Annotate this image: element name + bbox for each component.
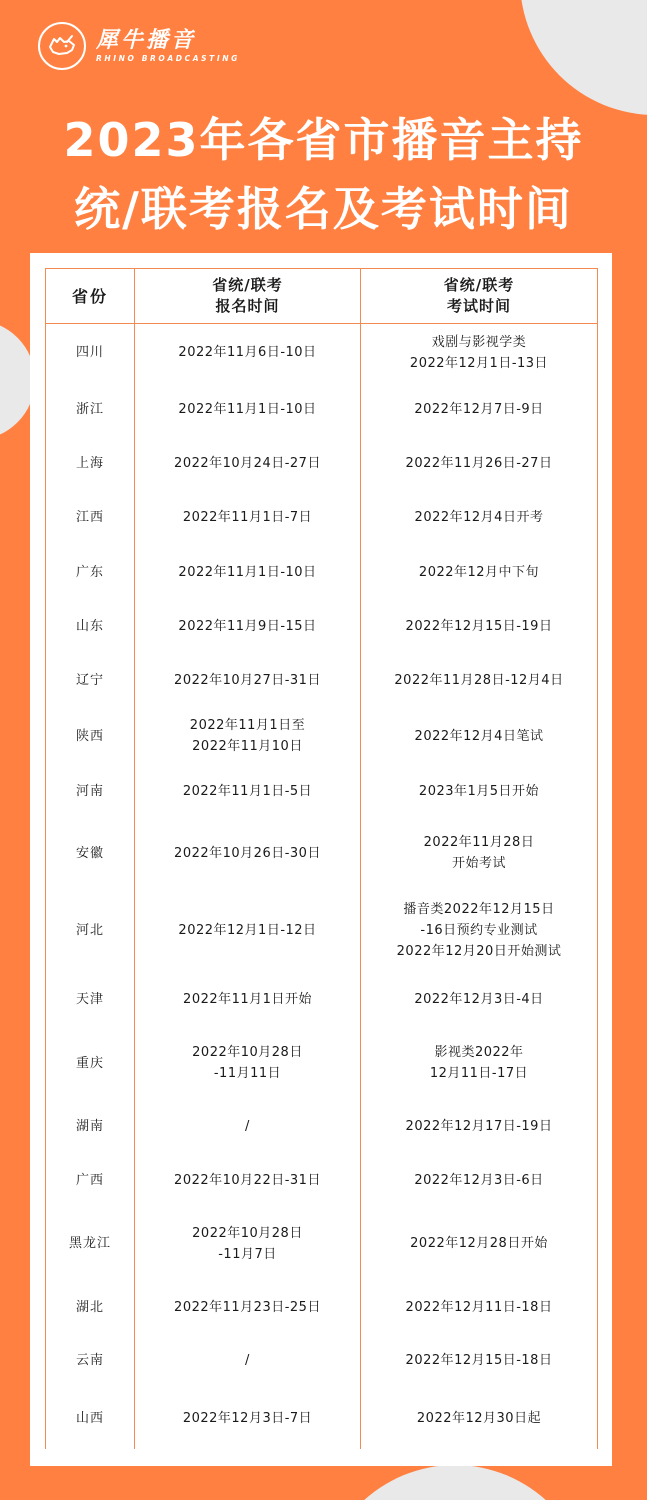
table-row: [46, 1027, 598, 1101]
table-row: [46, 1387, 598, 1449]
cell-registration: [135, 1387, 361, 1449]
cell-registration-line: 2022年11月1日-10日: [178, 564, 317, 580]
table-row: [46, 324, 598, 382]
cell-province: 陕西: [46, 708, 135, 765]
cell-exam: [361, 436, 598, 490]
cell-registration: [135, 1334, 361, 1387]
cell-exam: [361, 599, 598, 653]
cell-exam: [361, 382, 598, 436]
page-title-line-1: 2023年各省市播音主持: [63, 113, 584, 167]
cell-registration: [135, 653, 361, 707]
cell-province: 湖南: [46, 1100, 135, 1153]
decor-circle-bottom: [320, 1465, 590, 1500]
cell-registration: [135, 888, 361, 972]
cell-exam-line: 2022年12月4日笔试: [414, 728, 544, 744]
cell-registration: [135, 599, 361, 653]
header-exam: [361, 269, 598, 324]
cell-exam-line: 2022年12月30日起: [416, 1410, 542, 1426]
cell-exam: [361, 708, 598, 765]
cell-exam: [361, 324, 598, 382]
cell-exam-line: 2022年12月中下旬: [418, 564, 540, 580]
cell-exam: [361, 1207, 598, 1281]
cell-province: 浙江: [46, 382, 135, 436]
cell-exam-line: 2022年12月15日-19日: [405, 618, 553, 634]
cell-registration-line: 2022年11月10日: [192, 739, 303, 755]
cell-registration-line: /: [245, 1353, 250, 1369]
table-row: [46, 653, 598, 707]
table-row: [46, 436, 598, 490]
cell-province: 四川: [46, 324, 135, 382]
brand-name: 犀牛播音: [96, 28, 197, 53]
cell-exam-line: 2022年11月28日: [423, 835, 535, 851]
cell-registration-line: 2022年10月24日-27日: [174, 455, 321, 471]
header-province: [46, 269, 135, 324]
cell-registration: [135, 382, 361, 436]
header-registration-line-1: 省统/联考: [212, 276, 283, 294]
table-row: [46, 888, 598, 972]
cell-registration: [135, 545, 361, 599]
cell-exam-line: 2022年12月4日开考: [414, 510, 544, 526]
cell-registration: [135, 972, 361, 1026]
cell-exam-line: 2022年12月20日开始测试: [396, 943, 562, 959]
cell-registration-line: -11月7日: [218, 1246, 277, 1262]
cell-exam: [361, 1154, 598, 1207]
cell-exam-line: 播音类2022年12月15日: [403, 901, 555, 917]
table-row: [46, 765, 598, 818]
cell-province: 黑龙江: [46, 1207, 135, 1281]
cell-registration: [135, 324, 361, 382]
rhino-icon-shape: [47, 33, 77, 59]
cell-exam: [361, 1100, 598, 1153]
cell-province: 重庆: [46, 1027, 135, 1101]
cell-registration-line: 2022年10月28日: [192, 1225, 303, 1241]
cell-province: 辽宁: [46, 653, 135, 707]
cell-registration-line: 2022年10月27日-31日: [174, 673, 321, 689]
cell-exam-line: 2023年1月5日开始: [418, 784, 540, 800]
cell-exam-line: 2022年12月7日-9日: [414, 401, 544, 417]
cell-registration: [135, 708, 361, 765]
cell-exam-line: 12月11日-17日: [429, 1066, 529, 1082]
cell-province: 安徽: [46, 818, 135, 888]
cell-province: 江西: [46, 491, 135, 545]
cell-exam: [361, 653, 598, 707]
cell-province: 山西: [46, 1387, 135, 1449]
table-row: [46, 545, 598, 599]
table-row: [46, 1100, 598, 1153]
cell-exam: [361, 972, 598, 1026]
cell-registration-line: -11月11日: [213, 1066, 282, 1082]
table-header-row: [46, 269, 598, 324]
table-row: [46, 1154, 598, 1207]
cell-exam: [361, 765, 598, 818]
cell-province: 湖北: [46, 1281, 135, 1334]
cell-registration-line: 2022年11月23日-25日: [174, 1299, 321, 1315]
cell-registration: [135, 1100, 361, 1153]
cell-registration: [135, 436, 361, 490]
table-row: [46, 818, 598, 888]
cell-registration-line: 2022年10月28日: [192, 1045, 303, 1061]
cell-registration-line: 2022年11月1日-5日: [182, 784, 313, 800]
table-body: [46, 324, 598, 1450]
rhino-icon: [38, 22, 86, 70]
cell-exam: [361, 491, 598, 545]
brand-subtitle: RHINO BROADCASTING: [96, 54, 240, 63]
cell-exam: [361, 1027, 598, 1101]
header-province-label: 省份: [71, 286, 108, 306]
table-row: [46, 382, 598, 436]
cell-exam-line: 2022年11月26日-27日: [405, 455, 553, 471]
cell-exam-line: 2022年12月15日-18日: [405, 1353, 553, 1369]
cell-exam-line: 2022年12月17日-19日: [405, 1119, 553, 1135]
cell-registration-line: /: [245, 1119, 250, 1135]
table-row: [46, 1207, 598, 1281]
cell-registration: [135, 818, 361, 888]
cell-registration-line: 2022年11月1日至: [189, 718, 306, 734]
page-title-line-2: 统/联考报名及考试时间: [74, 182, 573, 236]
cell-exam-line: 戏剧与影视学类: [431, 334, 527, 350]
cell-registration: [135, 1027, 361, 1101]
cell-registration-line: 2022年11月1日-10日: [178, 401, 317, 417]
cell-registration-line: 2022年11月1日开始: [183, 991, 312, 1007]
table-row: [46, 599, 598, 653]
header-registration-line-2: 报名时间: [215, 297, 280, 315]
cell-registration-line: 2022年11月6日-10日: [178, 345, 317, 361]
cell-exam-line: 2022年12月11日-18日: [405, 1299, 553, 1315]
cell-registration: [135, 1281, 361, 1334]
cell-exam-line: 2022年12月1日-13日: [409, 355, 549, 371]
cell-province: 云南: [46, 1334, 135, 1387]
cell-province: 河北: [46, 888, 135, 972]
cell-exam-line: -16日预约专业测试: [420, 922, 538, 938]
table-row: [46, 1281, 598, 1334]
table-row: [46, 972, 598, 1026]
cell-exam: [361, 1334, 598, 1387]
cell-exam-line: 2022年12月3日-4日: [414, 991, 544, 1007]
cell-exam: [361, 818, 598, 888]
cell-registration: [135, 1154, 361, 1207]
cell-province: 河南: [46, 765, 135, 818]
cell-province: 山东: [46, 599, 135, 653]
cell-registration-line: 2022年12月1日-12日: [178, 922, 317, 938]
header-exam-line-1: 省统/联考: [443, 276, 515, 294]
header-exam-line-2: 考试时间: [446, 297, 511, 315]
cell-registration-line: 2022年10月22日-31日: [174, 1172, 321, 1188]
cell-registration: [135, 491, 361, 545]
cell-registration-line: 2022年12月3日-7日: [182, 1410, 313, 1426]
cell-province: 广东: [46, 545, 135, 599]
cell-registration-line: 2022年11月1日-7日: [182, 510, 313, 526]
cell-province: 上海: [46, 436, 135, 490]
cell-registration: [135, 1207, 361, 1281]
cell-exam-line: 开始考试: [451, 856, 506, 872]
cell-exam: [361, 1281, 598, 1334]
cell-exam-line: 2022年11月28日-12月4日: [394, 673, 564, 689]
cell-province: 天津: [46, 972, 135, 1026]
table-row: [46, 1334, 598, 1387]
cell-registration-line: 2022年11月9日-15日: [178, 618, 317, 634]
table-row: [46, 708, 598, 765]
decor-circle-top-right: [520, 0, 647, 115]
brand-logo: [38, 22, 240, 70]
table-row: [46, 491, 598, 545]
cell-exam-line: 影视类2022年: [434, 1045, 524, 1061]
schedule-table: [45, 268, 598, 1449]
cell-province: 广西: [46, 1154, 135, 1207]
cell-exam: [361, 545, 598, 599]
cell-exam: [361, 888, 598, 972]
cell-registration: [135, 765, 361, 818]
header-registration: [135, 269, 361, 324]
cell-exam-line: 2022年12月3日-6日: [414, 1172, 544, 1188]
cell-exam-line: 2022年12月28日开始: [410, 1236, 548, 1252]
schedule-card: [30, 253, 612, 1466]
cell-exam: [361, 1387, 598, 1449]
cell-registration-line: 2022年10月26日-30日: [174, 845, 321, 861]
